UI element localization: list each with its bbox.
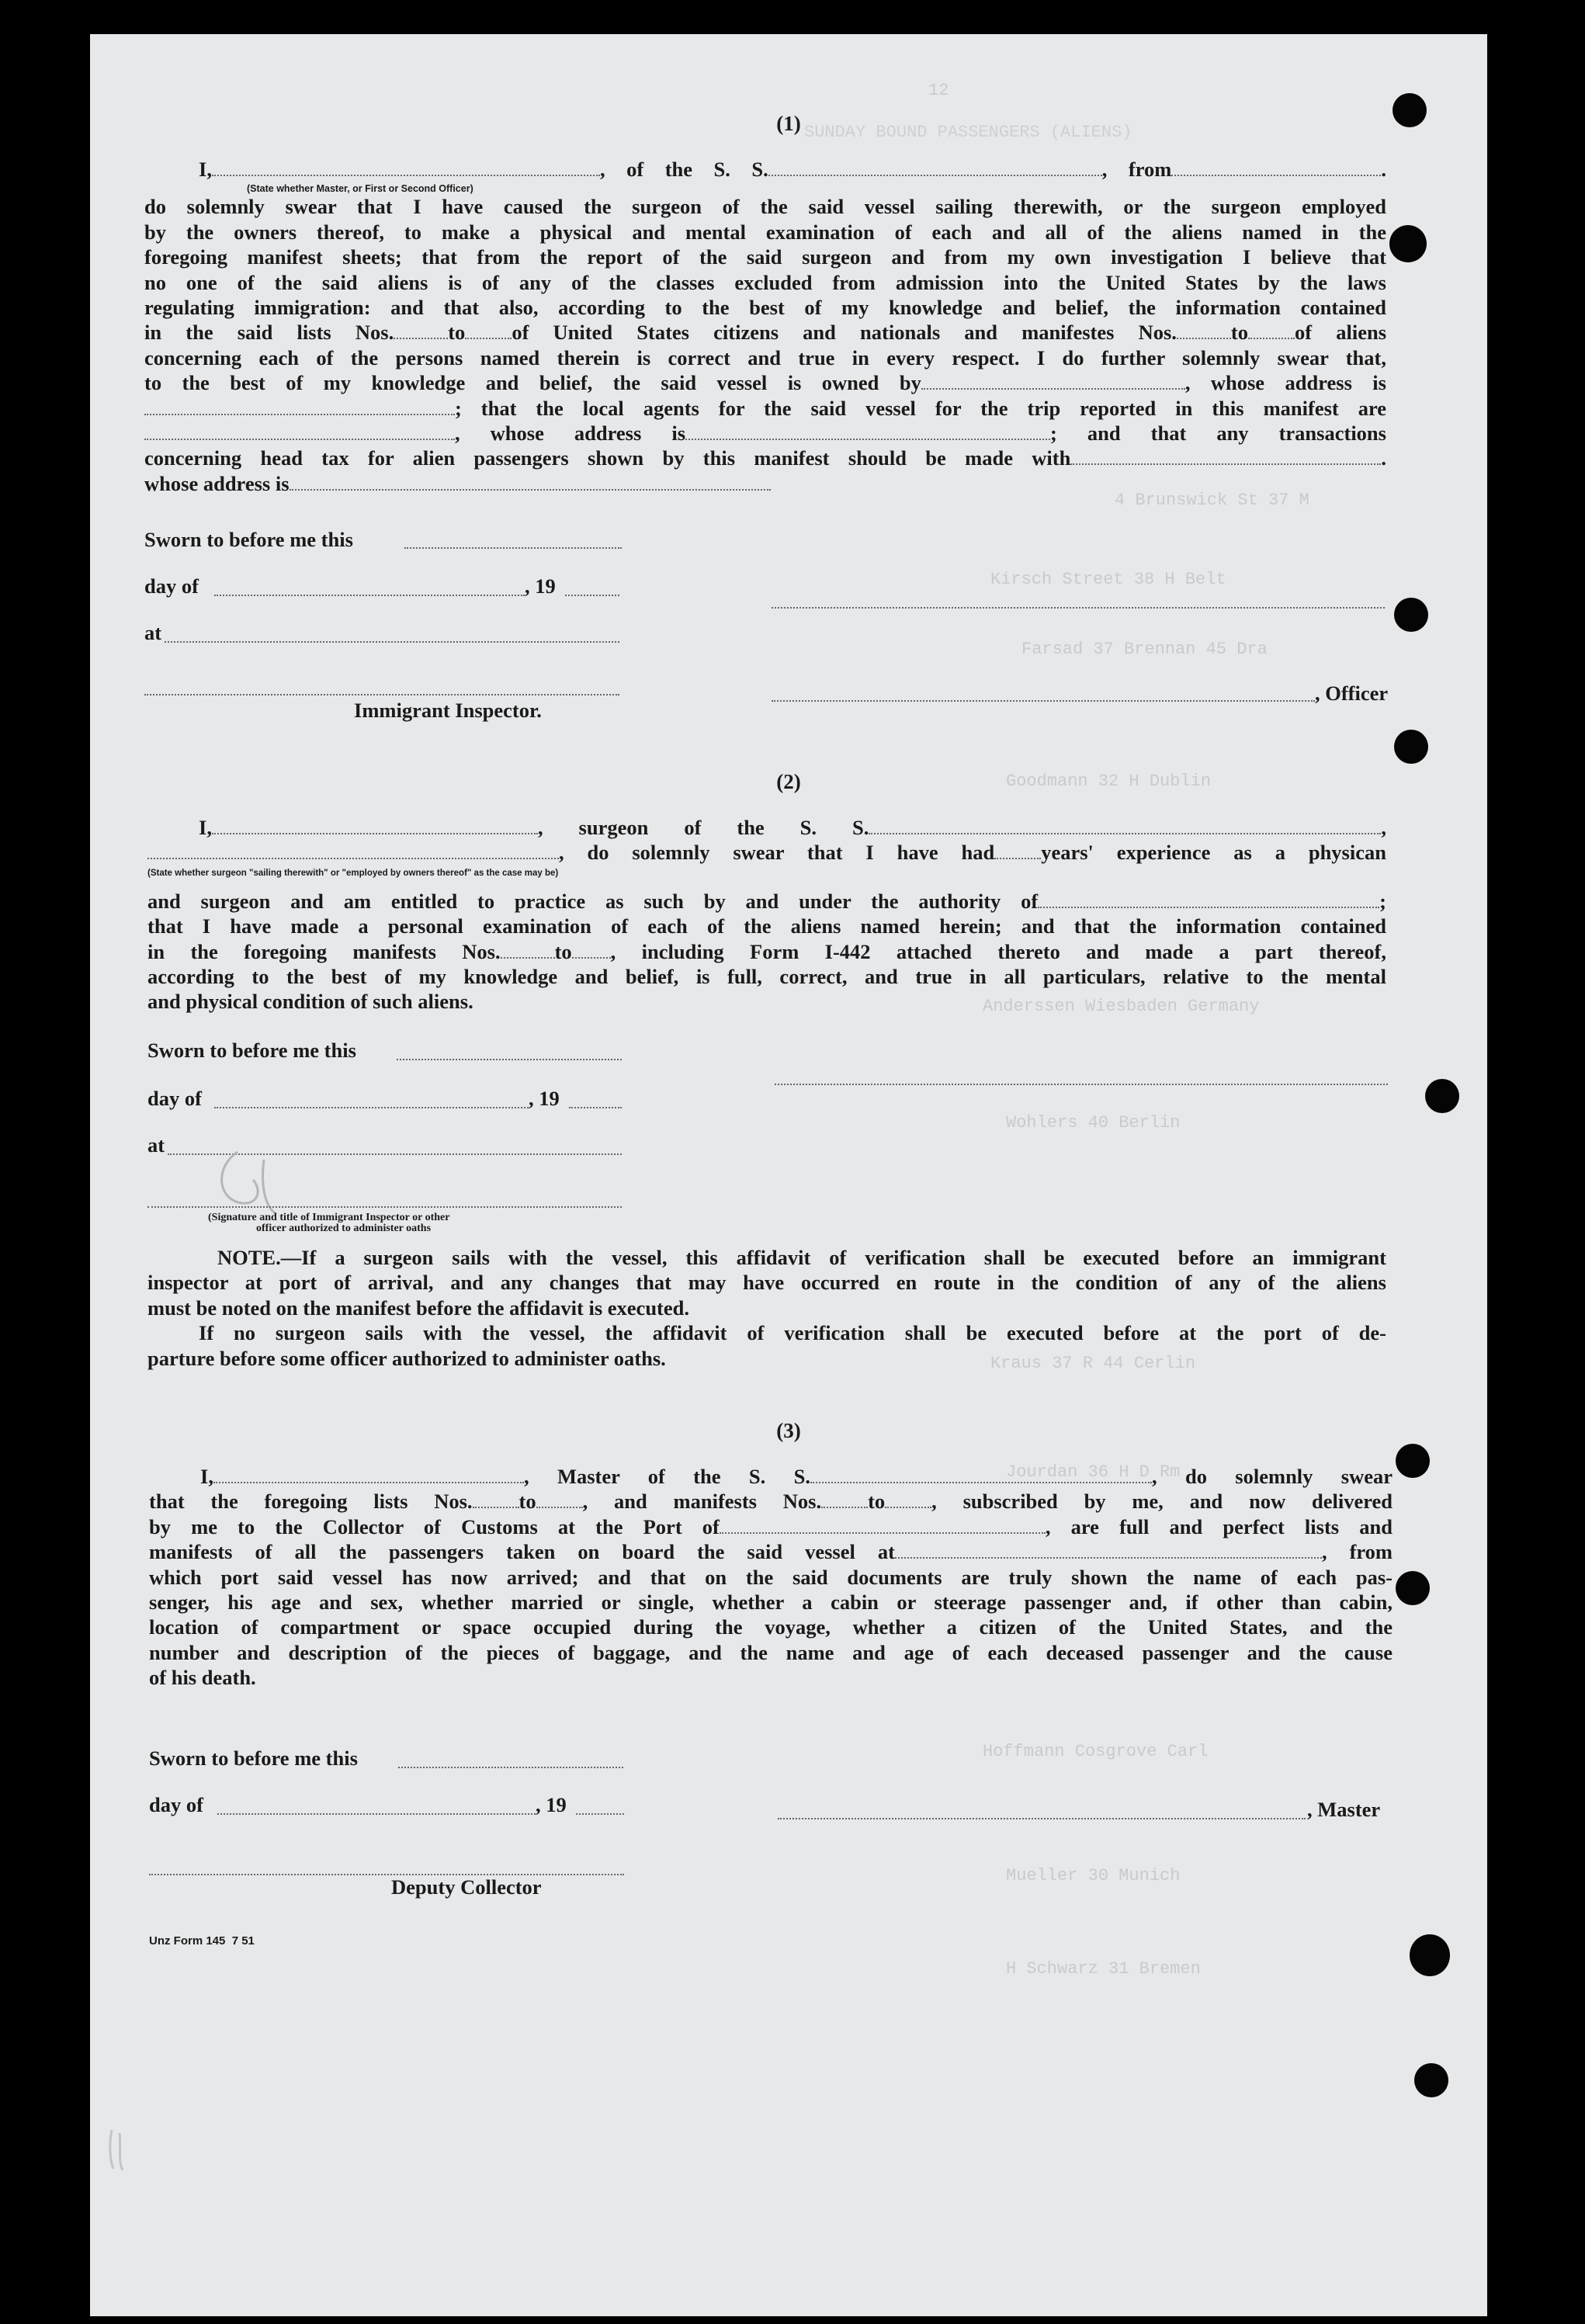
sec3-master-signature-line[interactable] <box>778 1818 1306 1819</box>
sec1-line-7: concerning each of the persons named therein is correct and true in every respect. I do further solemnly swear that, <box>144 345 1386 369</box>
sec1-line-1: do solemnly swear that I have caused the surgeon of the said vessel sailing therewith, or the surgeon employed <box>144 195 1386 219</box>
sec3-sworn-label: Sworn to before me this <box>149 1746 358 1770</box>
sec2-vessel-field[interactable] <box>869 817 1381 834</box>
sec2-manifest-to-field[interactable] <box>572 942 611 959</box>
note-line-3: must be noted on the manifest before the affidavit is executed. <box>147 1296 690 1320</box>
sec1-day-of-label: day of <box>144 574 199 598</box>
sec1-inspector-signature-line[interactable] <box>144 694 619 695</box>
section-2-number: (2) <box>776 770 801 793</box>
section-1-title-note: (State whether Master, or First or Second Officer) <box>247 183 473 194</box>
sec1-officer-signature-line[interactable] <box>772 607 1385 609</box>
sec3-deputy-caption: Deputy Collector <box>391 1875 542 1899</box>
binder-hole-3 <box>1394 598 1428 632</box>
note-line-5: parture before some officer authorized to administer oaths. <box>147 1346 666 1370</box>
sec1-sworn-label: Sworn to before me this <box>144 528 353 551</box>
sec3-year-label: , 19 <box>536 1793 567 1816</box>
sec2-day-of-label: day of <box>147 1087 202 1110</box>
sec2-sworn-day-field[interactable] <box>397 1059 622 1060</box>
note-line-2: inspector at port of arrival, and any changes that may have occurred en route in the condition of any of the aliens <box>147 1271 1386 1295</box>
binder-hole-8 <box>1410 1934 1450 1976</box>
departure-port-field[interactable] <box>1171 159 1381 176</box>
surgeon-status-field[interactable] <box>147 842 559 859</box>
sec1-year-field[interactable] <box>565 595 619 596</box>
sec3-vessel-field[interactable] <box>810 1466 1152 1483</box>
binder-hole-2 <box>1389 225 1427 262</box>
sec1-year-label: , 19 <box>525 574 556 598</box>
officer-name-field[interactable] <box>212 159 600 176</box>
sec3-year-field[interactable] <box>576 1813 624 1815</box>
sec1-line-3: foregoing manifest sheets; that from the report of the said surgeon and from my own investigation I believe that <box>144 245 1386 269</box>
margin-pencil-mark <box>102 2122 134 2177</box>
binder-hole-6 <box>1396 1444 1430 1478</box>
sec3-line-6: senger, his age and sex, whether married or single, whether a cabin or steerage passenger and, if other than cabin, <box>149 1590 1393 1615</box>
head-tax-address-field[interactable] <box>290 473 771 491</box>
sec3-manifest-to-field[interactable] <box>885 1491 931 1508</box>
verification-note <box>147 1245 1386 1371</box>
sec1-place-field[interactable] <box>165 641 619 643</box>
sec3-list-from-field[interactable] <box>473 1491 519 1508</box>
sec2-month-field[interactable] <box>214 1107 529 1108</box>
binder-hole-7 <box>1396 1571 1430 1605</box>
note-line-4: If no surgeon sails with the vessel, the affidavit of verification shall be executed before at the port of de- <box>199 1321 1386 1345</box>
sec2-sworn-label: Sworn to before me this <box>147 1039 356 1062</box>
port-of-embarkation-field[interactable] <box>895 1542 1322 1559</box>
sec2-manifest-from-field[interactable] <box>501 942 555 959</box>
sec1-line-5: regulating immigration: and that also, according to the best of my knowledge and belief, the information contained <box>144 296 1386 320</box>
sec2-signature-line[interactable] <box>775 1084 1388 1085</box>
section-2-surgeon-note: (State whether surgeon "sailing therewith" or "employed by owners thereof" as the case may be) <box>147 869 559 878</box>
sec3-list-to-field[interactable] <box>536 1491 583 1508</box>
agents-address-field[interactable] <box>685 423 1050 440</box>
alien-manifest-to-field[interactable] <box>1248 322 1295 339</box>
binder-hole-4 <box>1394 730 1428 764</box>
sec3-day-of-label: day of <box>149 1793 203 1816</box>
sec1-at-label: at <box>144 621 162 644</box>
citizen-list-from-field[interactable] <box>394 322 448 339</box>
note-line-1: NOTE.—If a surgeon sails with the vessel, this affidavit of verification shall be executed before an immigrant <box>217 1246 1386 1269</box>
owner-address-field[interactable] <box>144 398 455 415</box>
sec3-line-7: location of compartment or space occupied during the voyage, whether a citizen of the United States, and the <box>149 1615 1393 1639</box>
sec3-manifest-from-field[interactable] <box>821 1491 868 1508</box>
sec3-master-label: , Master <box>1307 1798 1381 1821</box>
head-tax-contact-field[interactable] <box>1070 448 1381 465</box>
section-3-affidavit: I, , Master of the S. S. , do solemnly swear that the foregoing lists Nos. to , and manifests Nos. to , subscribed by me, and now delivered by me to the Collector of Customs at the Port of , are full and perfect lists and manifests of all the passengers taken on board the said vessel at , from which port said vessel has now arrived; and that on the said documents are truly shown the name of each pas- senger, his age and sex, whether married or single, whether a cabin or steerage passenger and, if other than cabin, location of compartment or space occupied during the voyage, whether a citizen of the United States, and the number and description of the pieces of baggage, and the name and age of each deceased passenger and the cause of his death. <box>149 1465 1393 1690</box>
surgeon-name-field[interactable] <box>212 817 538 834</box>
local-agents-field[interactable] <box>144 423 455 440</box>
sec2-year-label: , 19 <box>529 1087 560 1110</box>
sec2-inspector-signature-line[interactable] <box>147 1206 622 1208</box>
owner-field[interactable] <box>921 373 1185 390</box>
master-name-field[interactable] <box>213 1466 524 1483</box>
alien-manifest-from-field[interactable] <box>1177 322 1231 339</box>
sec2-line-4: that I have made a personal examination of each of the aliens named herein; and that the information contained <box>147 914 1386 938</box>
port-of-arrival-field[interactable] <box>720 1517 1046 1534</box>
binder-hole-5 <box>1425 1079 1459 1113</box>
sec2-signature-note-2: officer authorized to administer oaths <box>256 1223 432 1234</box>
manifest-affidavit-page: SUNDAY BOUND PASSENGERS (ALIENS) 12 4 Brunswick St 37 M Kirsch Street 38 H Belt Farsad 37 Brennan 45 Dra Goodmann 32 H Dublin Anderssen Wiesbaden Germany Wohlers 40 Berlin Kraus 37 R 44 Cerlin Jourdan 36 H D Rm Hoffmann Cosgrove Carl Mueller 30 Munich H Schwarz 31 Bremen (1) I, , of the S. S. , from . do solemnly swear that I have caused the surgeon of the said vessel sailing therewith, or the surgeon employed by the owners thereof, to make a physical and mental examination of each and all of the aliens named in the foregoing manifest sheets; that from the report of the said surgeon and from my own investigation I believe that no one of the said aliens is of any of the classes excluded from admission into the United States by the laws regulating immigration: and that also, according to the best of my knowledge and belief, the information contained in the said lists Nos. to of United States citizens and nationals and manifestes Nos. to of aliens concerning each of the persons named therein is correct and true in every respect. I do further solemnly swear that, to the best of my knowledge and belief, the said vessel is owned by , whose address is ; that the local agents for the said vessel for the trip reported in this manifest are , whose address is ; and that any transactions concerning head tax for alien passengers shown by this manifest should be made with . whose address is (State whether Master, or First or Second Officer) Sworn to before me this day of , 19 at , Officer Immigrant Inspector. (2) I, , surgeon of the S. S. , , do solemnly swear that I have had years' experience as a physican and surgeon and am entitled to practice as such by and under the authority of ; that I have made a personal examination of each of the aliens named herein; and that the information contained in the foregoing manifests Nos. to , including Form I-442 attached thereto and made a part thereof, according to the best of my knowledge and belief, is full, correct, and true in all particulars, relative to the mental and physical condition of such aliens. (State whether surgeon "sailing therewith" or "employed by owners thereof" as the case may be) Sworn to before me this day of , 19 at (Signature and title of Immigrant Inspector or other officer authorized to administer oaths NOTE.—If a surgeon sails with the vessel, this affidavit of verification shall be executed before an immigrant inspector at port of arrival, and any changes that may have occurred en route in the condition of any of the aliens must be noted on the manifest before the affidavit is executed. If no surgeon sails with the vessel, the affidavit of verification shall be executed before at the port of de- parture before some officer authorized to administer oaths. (3) I, , Master of the S. S. , do solemnly swear that the foregoing lists Nos. to , and manifests Nos. to , subscribed by me, and now delivered by me to the Collector of Customs at the Port of , are full and perfect lists and manifests of all the passengers taken on board the said vessel at , from which port said vessel has now arrived; and that on the said documents are truly shown the name of each pas- senger, his age and sex, whether married or single, whether a cabin or steerage passenger and, if other than cabin, location of compartment or space occupied during the voyage, whether a citizen of the United States, and the number and description of the pieces of baggage, and the name and age of each deceased passenger and the cause of his death. Sworn to before me this day of , 19 , Master Deputy Collector Unz Form 145 7 51 <box>90 34 1487 2316</box>
section-2-affidavit: I, , surgeon of the S. S. , , do solemnly swear that I have had years' experience as a physican and surgeon and am entitled to practice as such by and under the authority of ; that I have made a personal examination of each of the aliens named herein; and that the information contained in the foregoing manifests Nos. to , including Form I-442 attached thereto and made a part thereof, according to the best of my knowledge and belief, is full, correct, and true in all particulars, relative to the mental and physical condition of such aliens. <box>147 816 1386 1014</box>
sec1-line-2: by the owners thereof, to make a physical and mental examination of each and all of the aliens named in the <box>144 220 1386 244</box>
sec3-month-field[interactable] <box>217 1813 536 1815</box>
sec2-at-label: at <box>147 1133 165 1157</box>
sec2-signature-note-1: (Signature and title of Immigrant Inspector or other <box>208 1212 450 1223</box>
sec3-line-5: which port said vessel has now arrived; and that on the said documents are truly shown the name of each pas- <box>149 1565 1393 1589</box>
sec3-line-8: number and description of the pieces of baggage, and the name and age of each deceased passenger and the cause <box>149 1640 1393 1664</box>
sec1-month-field[interactable] <box>214 595 525 596</box>
sec3-line-9: of his death. <box>149 1666 256 1690</box>
sec3-collector-signature-line[interactable] <box>149 1874 624 1875</box>
sec1-officer-label: , Officer <box>1315 682 1389 705</box>
sec2-year-field[interactable] <box>569 1107 622 1108</box>
section-1-number: (1) <box>776 112 801 135</box>
sec2-line-7: and physical condition of such aliens. <box>147 990 473 1014</box>
sec1-inspector-caption: Immigrant Inspector. <box>354 699 542 722</box>
citizen-list-to-field[interactable] <box>465 322 512 339</box>
sec1-sworn-day-field[interactable] <box>404 547 622 549</box>
binder-hole-9 <box>1414 2063 1448 2097</box>
form-identifier: Unz Form 145 7 51 <box>149 1934 255 1948</box>
sec3-sworn-day-field[interactable] <box>398 1767 623 1768</box>
section-1-affidavit: I, , of the S. S. , from . do solemnly swear that I have caused the surgeon of the said vessel sailing therewith, or the surgeon employed by the owners thereof, to make a physical and mental examination of each and all of the aliens named in the foregoing manifest sheets; that from the report of the said surgeon and from my own investigation I believe that no one of the said aliens is of any of the classes excluded from admission into the United States by the laws regulating immigration: and that also, according to the best of my knowledge and belief, the information contained in the said lists Nos. to of United States citizens and nationals and manifestes Nos. to of aliens concerning each of the persons named therein is correct and true in every respect. I do further solemnly swear that, to the best of my knowledge and belief, the said vessel is owned by , whose address is ; that the local agents for the said vessel for the trip reported in this manifest are , whose address is ; and that any transactions concerning head tax for alien passengers shown by this manifest should be made with . whose address is <box>144 158 1387 495</box>
years-experience-field[interactable] <box>994 842 1041 859</box>
vessel-name-field[interactable] <box>768 159 1102 176</box>
section-3-number: (3) <box>776 1419 801 1442</box>
authority-field[interactable] <box>1038 891 1379 908</box>
sec1-line-4: no one of the said aliens is of any of the classes excluded from admission into the United States by the laws <box>144 270 1386 294</box>
sec2-line-6: according to the best of my knowledge and belief, is full, correct, and true in all particulars, relative to the mental <box>147 965 1386 989</box>
sec1-officer-name-line[interactable] <box>772 700 1315 702</box>
